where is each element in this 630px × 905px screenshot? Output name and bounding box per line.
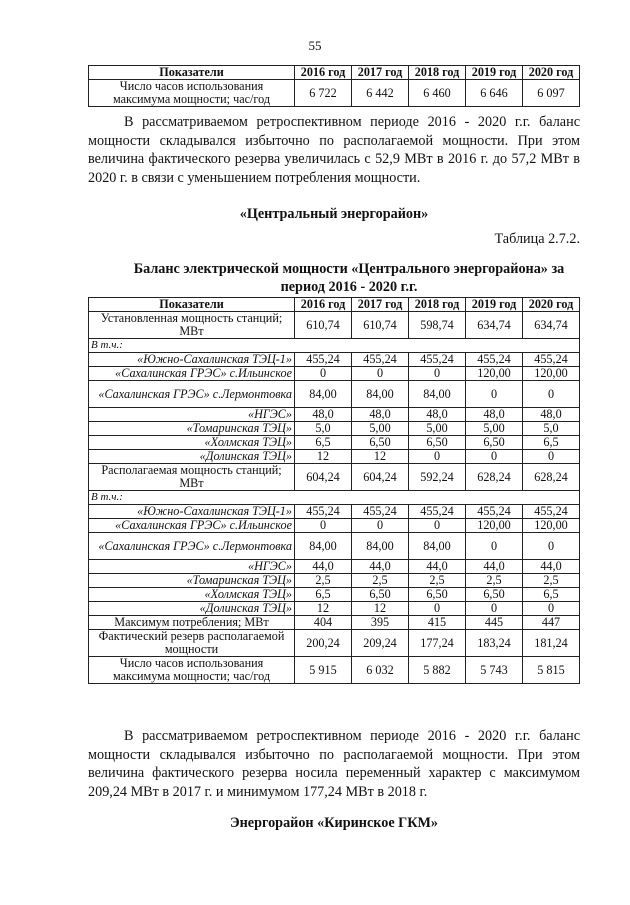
table-cell: 0 (466, 533, 523, 560)
table-cell: 0 (295, 519, 352, 533)
table-cell: 0 (352, 519, 409, 533)
table-cell: 177,24 (409, 630, 466, 657)
table-cell: 44,0 (466, 560, 523, 574)
table-row (89, 657, 580, 684)
table-cell: 6 032 (352, 657, 409, 684)
table-cell: 6,50 (352, 436, 409, 450)
table-cell: 181,24 (523, 630, 580, 657)
table-cell: 0 (409, 602, 466, 616)
table-cell: 455,24 (352, 353, 409, 367)
table-row (89, 464, 580, 491)
table-row (89, 630, 580, 657)
table-cell: 0 (466, 381, 523, 408)
table-number: Таблица 2.7.2. (494, 231, 580, 247)
table-cell: 5,00 (352, 422, 409, 436)
top-table (88, 65, 580, 107)
column-header: Показатели (89, 66, 295, 80)
table-cell: 634,74 (523, 312, 580, 339)
table-cell: 84,00 (352, 381, 409, 408)
table-row (89, 353, 580, 367)
table-cell: 0 (523, 450, 580, 464)
table-row (89, 602, 580, 616)
table-cell: 0 (295, 367, 352, 381)
row-label: Число часов использования максимума мощности; час/год (89, 80, 295, 107)
table-cell: 6,50 (466, 436, 523, 450)
table-row (89, 533, 580, 560)
row-label: В т.ч.: (89, 339, 580, 353)
table-cell: 44,0 (523, 560, 580, 574)
table-cell: 6 460 (409, 80, 466, 107)
table-cell: 209,24 (352, 630, 409, 657)
table-cell: 6,50 (409, 588, 466, 602)
table-row (89, 491, 580, 505)
row-label: Фактический резерв располагаемой мощности (89, 630, 295, 657)
table-row (89, 80, 580, 107)
row-label: Число часов использования максимума мощности; час/год (89, 657, 295, 684)
table-cell: 6,5 (295, 436, 352, 450)
paragraph-2-text: В рассматриваемом ретроспективном периоде 2016 - 2020 г.г. баланс мощности складывался избыточно по располагаемой мощности. При этом величина фактического резерва носила переменный характер с максимумом 209,24 МВт в 2017 г. и минимумом 177,24 МВт в 2018 г. (88, 728, 580, 800)
table-cell: 2,5 (523, 574, 580, 588)
paragraph-1-text: В рассматриваемом ретроспективном периоде 2016 - 2020 г.г. баланс мощности складывался избыточно по располагаемой мощности. При этом величина фактического резерва увеличилась с 52,9 МВт в 2016 г. до 57,2 МВт в 2020 г. в связи с уменьшением потребления мощности. (88, 114, 580, 186)
column-header: Показатели (89, 298, 295, 312)
table-cell: 6,50 (466, 588, 523, 602)
row-label: «Южно-Сахалинская ТЭЦ-1» (89, 505, 295, 519)
table-cell: 48,0 (295, 408, 352, 422)
table-cell: 84,00 (352, 533, 409, 560)
table-row (89, 312, 580, 339)
column-header: 2017 год (352, 66, 409, 80)
table-row (89, 616, 580, 630)
table-cell: 183,24 (466, 630, 523, 657)
table-cell: 628,24 (523, 464, 580, 491)
table-cell: 44,0 (409, 560, 466, 574)
table-cell: 5 915 (295, 657, 352, 684)
table-cell: 455,24 (409, 505, 466, 519)
row-label: «Долинская ТЭЦ» (89, 450, 295, 464)
paragraph-2 (88, 727, 580, 801)
table-row (89, 505, 580, 519)
table-cell: 395 (352, 616, 409, 630)
table-cell: 84,00 (409, 381, 466, 408)
table-cell: 120,00 (466, 367, 523, 381)
main-table (88, 297, 580, 684)
table-cell: 0 (352, 367, 409, 381)
table-cell: 592,24 (409, 464, 466, 491)
table-cell: 5,0 (295, 422, 352, 436)
table-cell: 445 (466, 616, 523, 630)
row-label: Располагаемая мощность станций; МВт (89, 464, 295, 491)
table-cell: 12 (295, 450, 352, 464)
row-label: В т.ч.: (89, 491, 580, 505)
table-cell: 12 (352, 450, 409, 464)
table-cell: 2,5 (295, 574, 352, 588)
table-cell: 610,74 (295, 312, 352, 339)
table-cell: 5 882 (409, 657, 466, 684)
table-cell: 6,50 (409, 436, 466, 450)
table-cell: 5,00 (409, 422, 466, 436)
table-row (89, 574, 580, 588)
table-cell: 84,00 (295, 381, 352, 408)
paragraph-1 (88, 113, 580, 187)
table-cell: 2,5 (466, 574, 523, 588)
table-cell: 5,00 (466, 422, 523, 436)
table-cell: 48,0 (523, 408, 580, 422)
column-header: 2018 год (409, 298, 466, 312)
table-cell: 48,0 (352, 408, 409, 422)
table-cell: 628,24 (466, 464, 523, 491)
table-cell: 120,00 (466, 519, 523, 533)
table-cell: 6,5 (523, 436, 580, 450)
top-table-header (89, 66, 580, 80)
table-row (89, 381, 580, 408)
row-label: Максимум потребления; МВт (89, 616, 295, 630)
table-cell: 610,74 (352, 312, 409, 339)
table-cell: 455,24 (352, 505, 409, 519)
table-cell: 84,00 (409, 533, 466, 560)
table-cell: 404 (295, 616, 352, 630)
table-cell: 6,5 (295, 588, 352, 602)
table-row (89, 422, 580, 436)
table-cell: 604,24 (295, 464, 352, 491)
table-cell: 200,24 (295, 630, 352, 657)
table-cell: 0 (523, 381, 580, 408)
column-header: 2018 год (409, 66, 466, 80)
table-cell: 455,24 (466, 505, 523, 519)
table-cell: 0 (409, 450, 466, 464)
table-cell: 6 097 (523, 80, 580, 107)
table-cell: 5 815 (523, 657, 580, 684)
table-cell: 455,24 (523, 353, 580, 367)
table-cell: 455,24 (466, 353, 523, 367)
row-label: «Сахалинская ГРЭС» с.Ильинское (89, 519, 295, 533)
table-cell: 455,24 (409, 353, 466, 367)
column-header: 2019 год (466, 66, 523, 80)
table-cell: 6,5 (523, 588, 580, 602)
table-cell: 0 (409, 367, 466, 381)
table-row (89, 436, 580, 450)
row-label: «Сахалинская ГРЭС» с.Лермонтовка (89, 533, 295, 560)
row-label: «Холмская ТЭЦ» (89, 588, 295, 602)
table-cell: 44,0 (352, 560, 409, 574)
column-header: 2016 год (295, 298, 352, 312)
row-label: «НГЭС» (89, 408, 295, 422)
column-header: 2020 год (523, 298, 580, 312)
table-row (89, 408, 580, 422)
table-cell: 0 (466, 602, 523, 616)
row-label: «Томаринская ТЭЦ» (89, 422, 295, 436)
table-row (89, 450, 580, 464)
table-cell: 48,0 (409, 408, 466, 422)
row-label: «Сахалинская ГРЭС» с.Ильинское (89, 367, 295, 381)
table-cell: 120,00 (523, 367, 580, 381)
table-row (89, 588, 580, 602)
page-number: 55 (308, 38, 322, 53)
table-cell: 0 (523, 602, 580, 616)
table-cell: 2,5 (352, 574, 409, 588)
section-title-kirinskoe: Энергорайон «Киринское ГКМ» (230, 815, 438, 831)
column-header: 2017 год (352, 298, 409, 312)
table-row (89, 339, 580, 353)
table-title: Баланс электрической мощности «Центрального энергорайона» за период 2016 - 2020 г.г. (133, 261, 565, 295)
row-label: Установленная мощность станций; МВт (89, 312, 295, 339)
table-cell: 2,5 (409, 574, 466, 588)
table-cell: 5 743 (466, 657, 523, 684)
table-cell: 6 722 (295, 80, 352, 107)
table-row (89, 367, 580, 381)
table-cell: 0 (466, 450, 523, 464)
column-header: 2019 год (466, 298, 523, 312)
section-title-central: «Центральный энергорайон» (239, 206, 429, 222)
row-label: «НГЭС» (89, 560, 295, 574)
table-row (89, 519, 580, 533)
table-cell: 12 (295, 602, 352, 616)
table-cell: 455,24 (523, 505, 580, 519)
table-cell: 12 (352, 602, 409, 616)
row-label: «Сахалинская ГРЭС» с.Лермонтовка (89, 381, 295, 408)
row-label: «Холмская ТЭЦ» (89, 436, 295, 450)
column-header: 2016 год (295, 66, 352, 80)
table-cell: 604,24 (352, 464, 409, 491)
table-cell: 634,74 (466, 312, 523, 339)
table-cell: 5,0 (523, 422, 580, 436)
table-cell: 0 (523, 533, 580, 560)
table-cell: 48,0 (466, 408, 523, 422)
table-cell: 447 (523, 616, 580, 630)
table-cell: 598,74 (409, 312, 466, 339)
main-table-header (89, 298, 580, 312)
table-cell: 120,00 (523, 519, 580, 533)
table-cell: 455,24 (295, 505, 352, 519)
row-label: «Долинская ТЭЦ» (89, 602, 295, 616)
table-row (89, 560, 580, 574)
table-cell: 44,0 (295, 560, 352, 574)
table-cell: 84,00 (295, 533, 352, 560)
table-cell: 6 442 (352, 80, 409, 107)
table-cell: 455,24 (295, 353, 352, 367)
table-cell: 0 (409, 519, 466, 533)
row-label: «Южно-Сахалинская ТЭЦ-1» (89, 353, 295, 367)
table-cell: 415 (409, 616, 466, 630)
table-cell: 6 646 (466, 80, 523, 107)
table-cell: 6,50 (352, 588, 409, 602)
column-header: 2020 год (523, 66, 580, 80)
row-label: «Томаринская ТЭЦ» (89, 574, 295, 588)
